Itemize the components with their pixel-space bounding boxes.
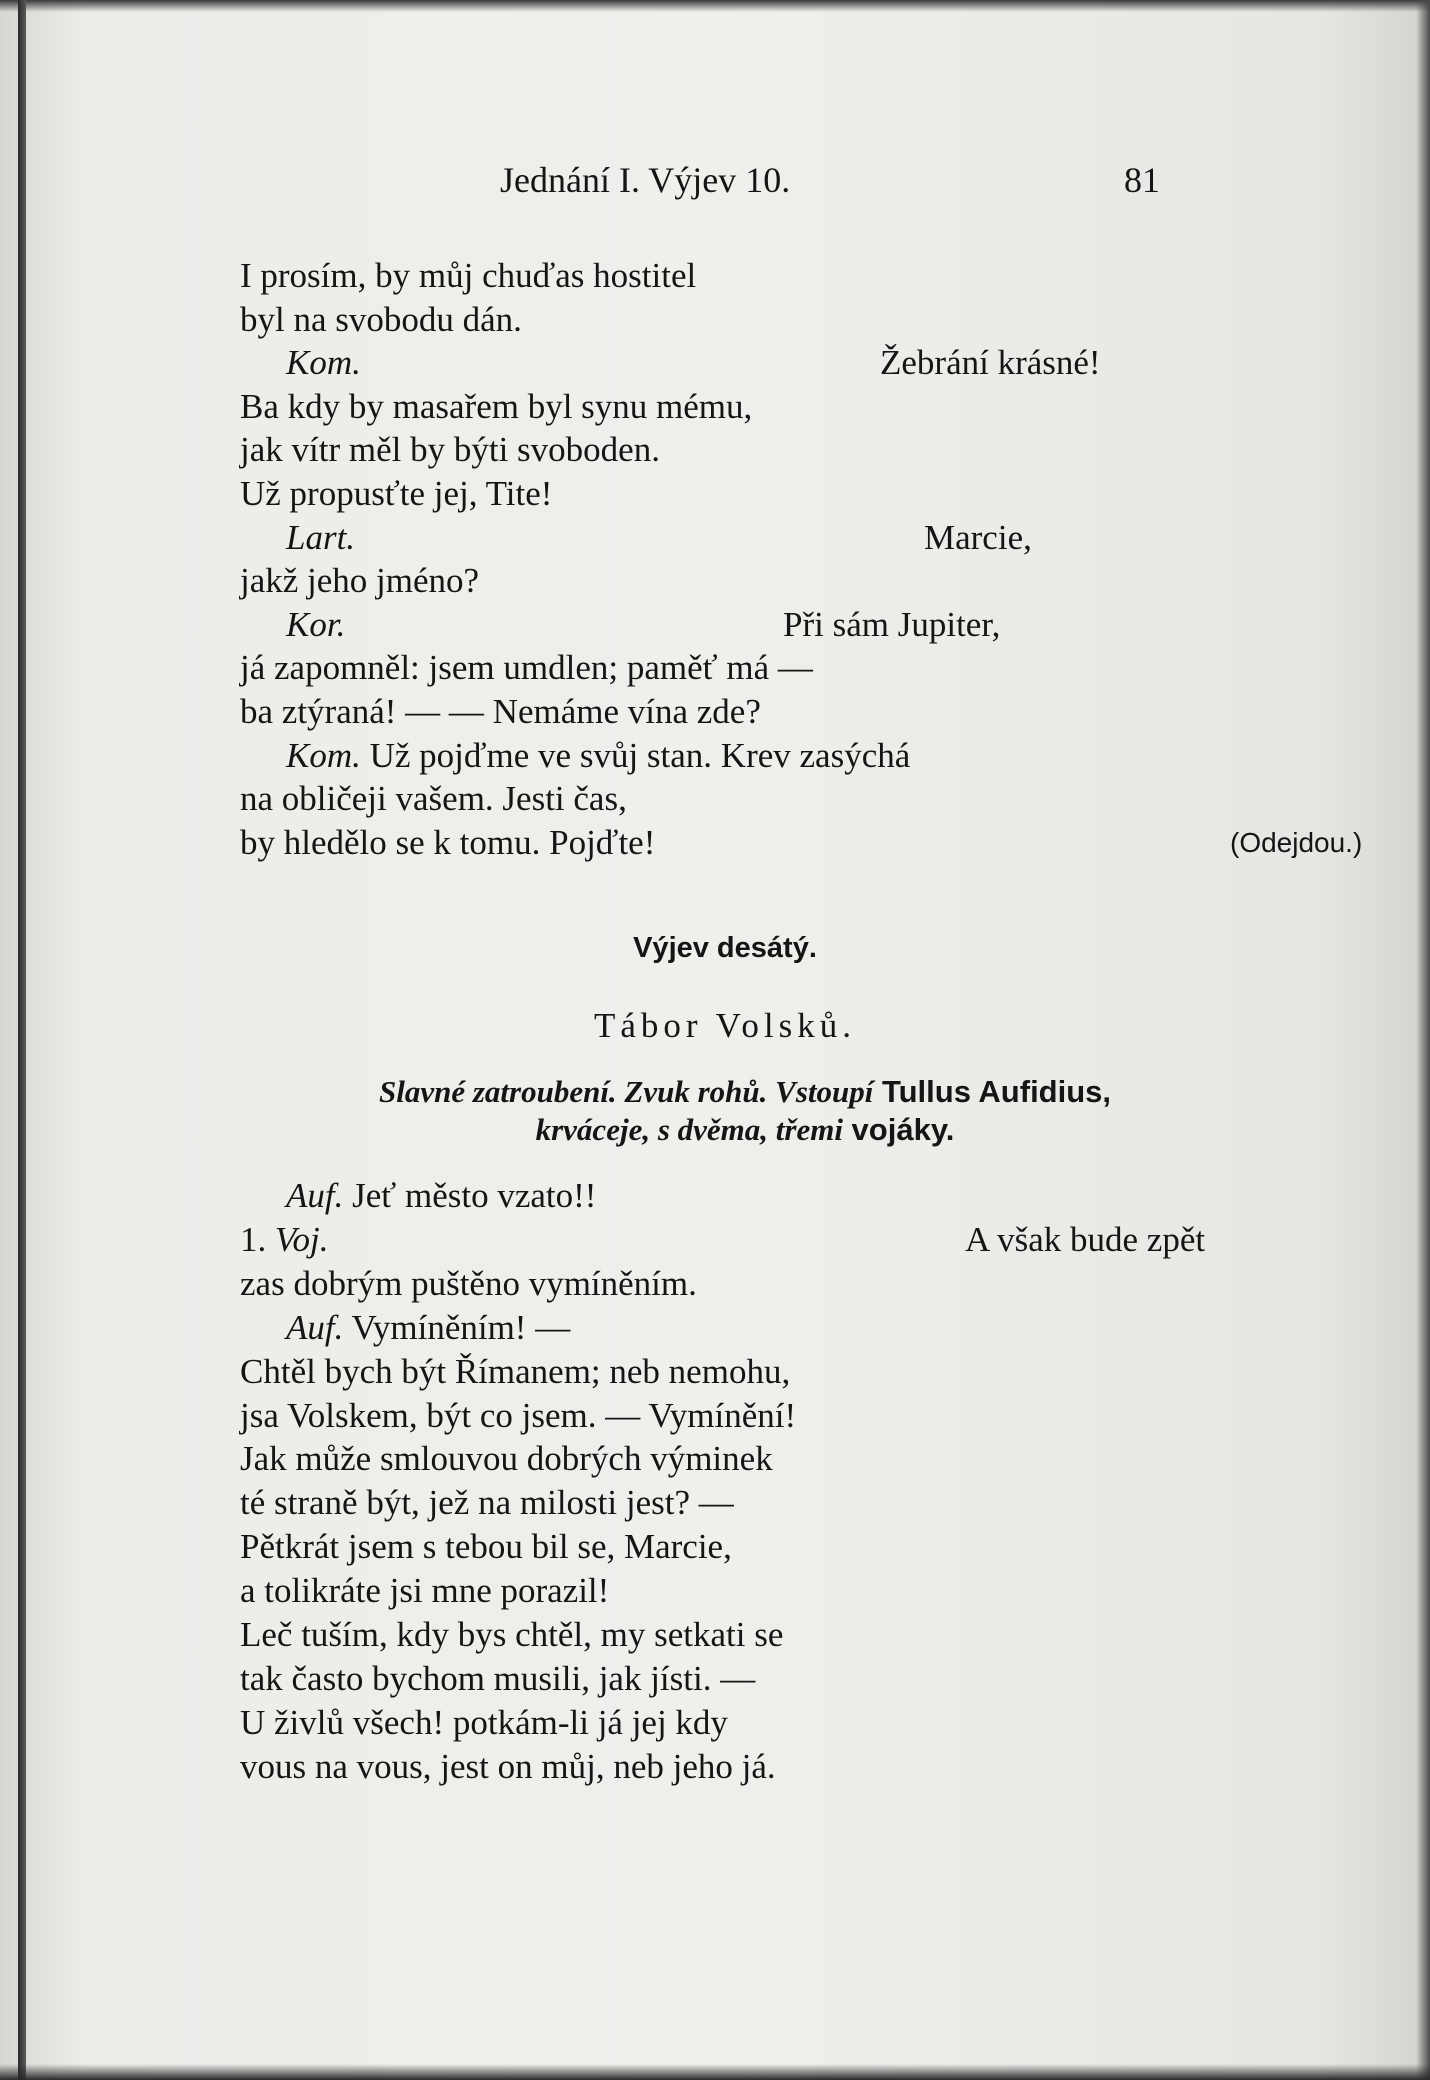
verse-line [240, 1657, 755, 1701]
verse-line [240, 559, 479, 603]
verse-line [240, 646, 813, 690]
verse-line [240, 821, 1363, 865]
speaker-number: 1. [240, 1219, 275, 1259]
verse-text: ba ztýraná! — — Nemáme vína zde? [240, 692, 761, 731]
place-heading: Tábor Volsků. [593, 1006, 857, 1045]
verse-text: já zapomněl: jsem umdlen; paměť má — [240, 648, 813, 688]
stage-direction-line-2 [0, 1112, 1430, 1148]
verse-line [286, 1306, 570, 1350]
verse-text: Marcie, [924, 517, 1032, 557]
verse-text: byl na svobodu dán. [240, 299, 522, 339]
scene-heading: Výjev desátý. [633, 932, 817, 964]
verse-text: zas dobrým puštěno vymíněním. [240, 1263, 697, 1303]
verse-text: té straně být, jež na milosti jest? — [240, 1483, 734, 1523]
verse-text: Už pojďme ve svůj stan. Krev zasýchá [360, 735, 911, 775]
stage-direction-italic-1: Slavné zatroubení. Zvuk rohů. Vstoupí [378, 1074, 874, 1109]
verse-line [286, 1174, 596, 1218]
running-head-title: Jednání I. Výjev 10. [500, 160, 791, 200]
verse-text: Pětkrát jsem s tebou bil se, Marcie, [240, 1527, 732, 1567]
verse-line [240, 1218, 1206, 1262]
stage-direction-names-1: Tullus Aufidius, [873, 1074, 1112, 1109]
speaker-name: Auf. [286, 1307, 344, 1347]
verse-line [240, 777, 627, 821]
verse-line [240, 472, 552, 516]
verse-text: Vymíněním! — [343, 1307, 571, 1347]
stage-direction-line-1 [0, 1074, 1430, 1110]
verse-text: jsa Volskem, být co jsem. — Vymínění! [240, 1395, 797, 1435]
verse-text: vous na vous, jest on můj, neb jeho já. [240, 1746, 776, 1786]
verse-line [240, 1613, 783, 1657]
speaker-name: Kom. [286, 343, 361, 383]
stage-direction-names-2: vojáky. [842, 1112, 955, 1147]
verse-line [240, 690, 761, 734]
verse-text: Ba kdy by masařem byl synu mému, [240, 386, 753, 426]
verse-text: I prosím, by můj chuďas hostitel [240, 256, 697, 295]
speaker-name: Voj. [275, 1219, 329, 1259]
scan-edge-bottom [0, 2064, 1430, 2080]
verse-text: Žebrání krásné! [880, 343, 1101, 383]
speaker-name: Auf. [286, 1176, 344, 1215]
verse-line [240, 1525, 732, 1569]
verse-line [240, 1394, 796, 1438]
verse-text: jakž jeho jméno? [240, 561, 480, 601]
verse-text: na obličeji vašem. Jesti čas, [240, 779, 627, 819]
verse-text: tak často bychom musili, jak jísti. — [240, 1658, 756, 1698]
running-head [500, 158, 1200, 202]
verse-text: by hledělo se k tomu. Pojďte! [240, 822, 656, 862]
verse-line [240, 1481, 734, 1525]
verse-text: a tolikráte jsi mne porazil! [240, 1571, 610, 1611]
verse-text: U živlů všech! potkám-li já jej kdy [240, 1702, 728, 1742]
verse-text: Už propusťte jej, Tite! [240, 474, 553, 513]
verse-line [240, 1569, 609, 1613]
verse-line [240, 1745, 776, 1789]
verse-line [240, 428, 660, 472]
verse-line [240, 1350, 790, 1394]
verse-text: Leč tuším, kdy bys chtěl, my setkati se [240, 1615, 784, 1654]
speaker-name: Kom. [286, 735, 361, 775]
verse-text: A však bude zpět [965, 1219, 1206, 1259]
verse-text: Jeť město vzato!! [343, 1176, 597, 1215]
speaker-name: Kor. [286, 604, 346, 644]
verse-line [240, 1701, 728, 1745]
verse-text: Jak může smlouvou dobrých výminek [240, 1439, 773, 1479]
verse-line [240, 1262, 697, 1306]
verse-line [286, 341, 1101, 385]
inline-stage-direction: (Odejdou.) [1230, 826, 1363, 858]
speaker-name: Lart. [286, 517, 356, 557]
verse-line [240, 298, 522, 342]
verse-line [240, 385, 752, 429]
page-number: 81 [1124, 160, 1160, 200]
verse-text: Při sám Jupiter, [783, 604, 1001, 644]
verse-line [286, 516, 1032, 560]
stage-direction-italic-2: krváceje, s dvěma, třemi [535, 1112, 843, 1147]
verse-text: jak vítr měl by býti svoboden. [240, 430, 660, 470]
verse-text: Chtěl bych být Římanem; neb nemohu, [240, 1351, 791, 1391]
verse-line [286, 603, 1001, 647]
verse-line [240, 1437, 773, 1481]
scan-edge-top [0, 0, 1430, 12]
verse-line [240, 254, 696, 298]
verse-line [286, 734, 910, 778]
